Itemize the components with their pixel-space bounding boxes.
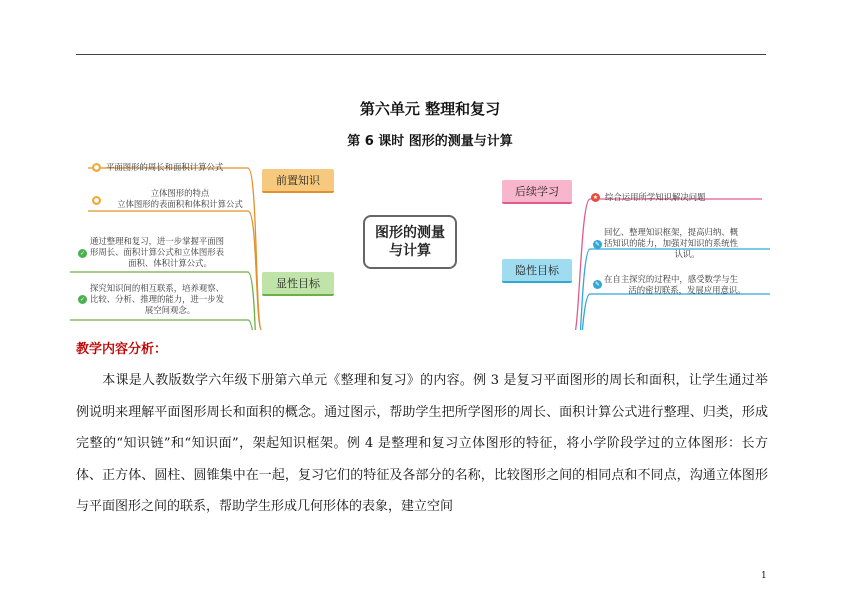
explicit-leaf-2-line-2: 比较、分析、推理的能力，进一步发 <box>90 294 224 304</box>
implicit-leaf-2-line-1: 在自主探究的过程中，感受数学与生 <box>604 274 738 284</box>
implicit-leaf-1-line-1: 回忆、整理知识框架，提高归纳、概 <box>604 227 738 237</box>
explicit-leaf-2 <box>90 283 250 316</box>
unit-title: 第六单元 整理和复习 <box>359 100 501 118</box>
explicit-leaf-1-line-2: 形周长、面积计算公式和立体图形表 <box>90 247 224 257</box>
explicit-leaf-2-line-3: 展空间观念。 <box>144 305 196 315</box>
implicit-leaf-2-line-2: 活的密切联系，发展应用意识。 <box>628 285 746 295</box>
pencil-icon: ✎ <box>594 241 601 248</box>
branch-implicit-goals: 隐性目标 <box>502 259 572 283</box>
follow-up-leaf-1: 综合运用所学知识解决问题 <box>605 192 706 202</box>
pre-leaf-1: 平面图形的周长和面积计算公式 <box>106 162 224 172</box>
page-number: 1 <box>761 571 767 581</box>
mindmap-center <box>363 215 457 269</box>
explicit-leaf-1-line-1: 通过整理和复习，进一步掌握平面图 <box>90 236 224 246</box>
goal-icon: ✓ <box>79 296 86 303</box>
center-line-1: 图形的测量 <box>375 225 445 241</box>
explicit-leaf-1-line-3: 面积、体积计算公式。 <box>128 258 212 268</box>
implicit-leaf-2 <box>604 274 770 296</box>
explicit-leaf-1 <box>90 236 250 269</box>
pre-leaf-2-line-1: 立体图形的特点 <box>150 188 210 198</box>
lesson-title: 第 6 课时 图形的测量与计算 <box>347 134 513 149</box>
explicit-leaf-2-line-1: 探究知识间的相互联系，培养观察、 <box>90 283 224 293</box>
analysis-paragraph <box>76 365 768 523</box>
implicit-leaf-1-line-3: 认识。 <box>674 249 700 259</box>
branch-follow-up: 后续学习 <box>502 180 572 204</box>
pencil-icon: ✎ <box>594 281 601 288</box>
analysis-paragraph-text: 本课是人教版数学六年级下册第六单元《整理和复习》的内容。例 3 是复习平面图形的周长和面积，让学生通过举例说明来理解平面图形周长和面积的概念。通过图示，帮助学生把所学图形的周长、面积计算公式进行整理、归类，形成完整的“知识链”和“知识面”，架起知识框架。例 4 是整理和复习立体图形的特征，将小学阶段学过的立体图形：长方体、正方体、圆柱、圆锥集中在一起，复习它们的特征及各部分的名称，比较图形之间的相同点和不同点，沟通立体图形与平面图形之间的联系，帮助学生形成几何形体的表象，建立空间 <box>76 373 768 514</box>
bulb-icon: ● <box>93 197 100 204</box>
star-icon: ★ <box>592 194 599 201</box>
bulb-icon: ● <box>93 164 100 171</box>
branch-pre-knowledge: 前置知识 <box>262 169 334 193</box>
pre-leaf-2-line-2: 立体图形的表面积和体积计算公式 <box>117 199 243 209</box>
branch-explicit-goals: 显性目标 <box>262 272 334 296</box>
pre-leaf-2 <box>106 188 254 210</box>
center-line-2: 与计算 <box>389 243 431 259</box>
section-heading: 教学内容分析： <box>76 342 168 357</box>
goal-icon: ✓ <box>79 250 86 257</box>
header-rule <box>76 54 766 55</box>
implicit-leaf-1 <box>604 227 770 260</box>
implicit-leaf-1-line-2: 括知识的能力，加强对知识的系统性 <box>604 238 738 248</box>
